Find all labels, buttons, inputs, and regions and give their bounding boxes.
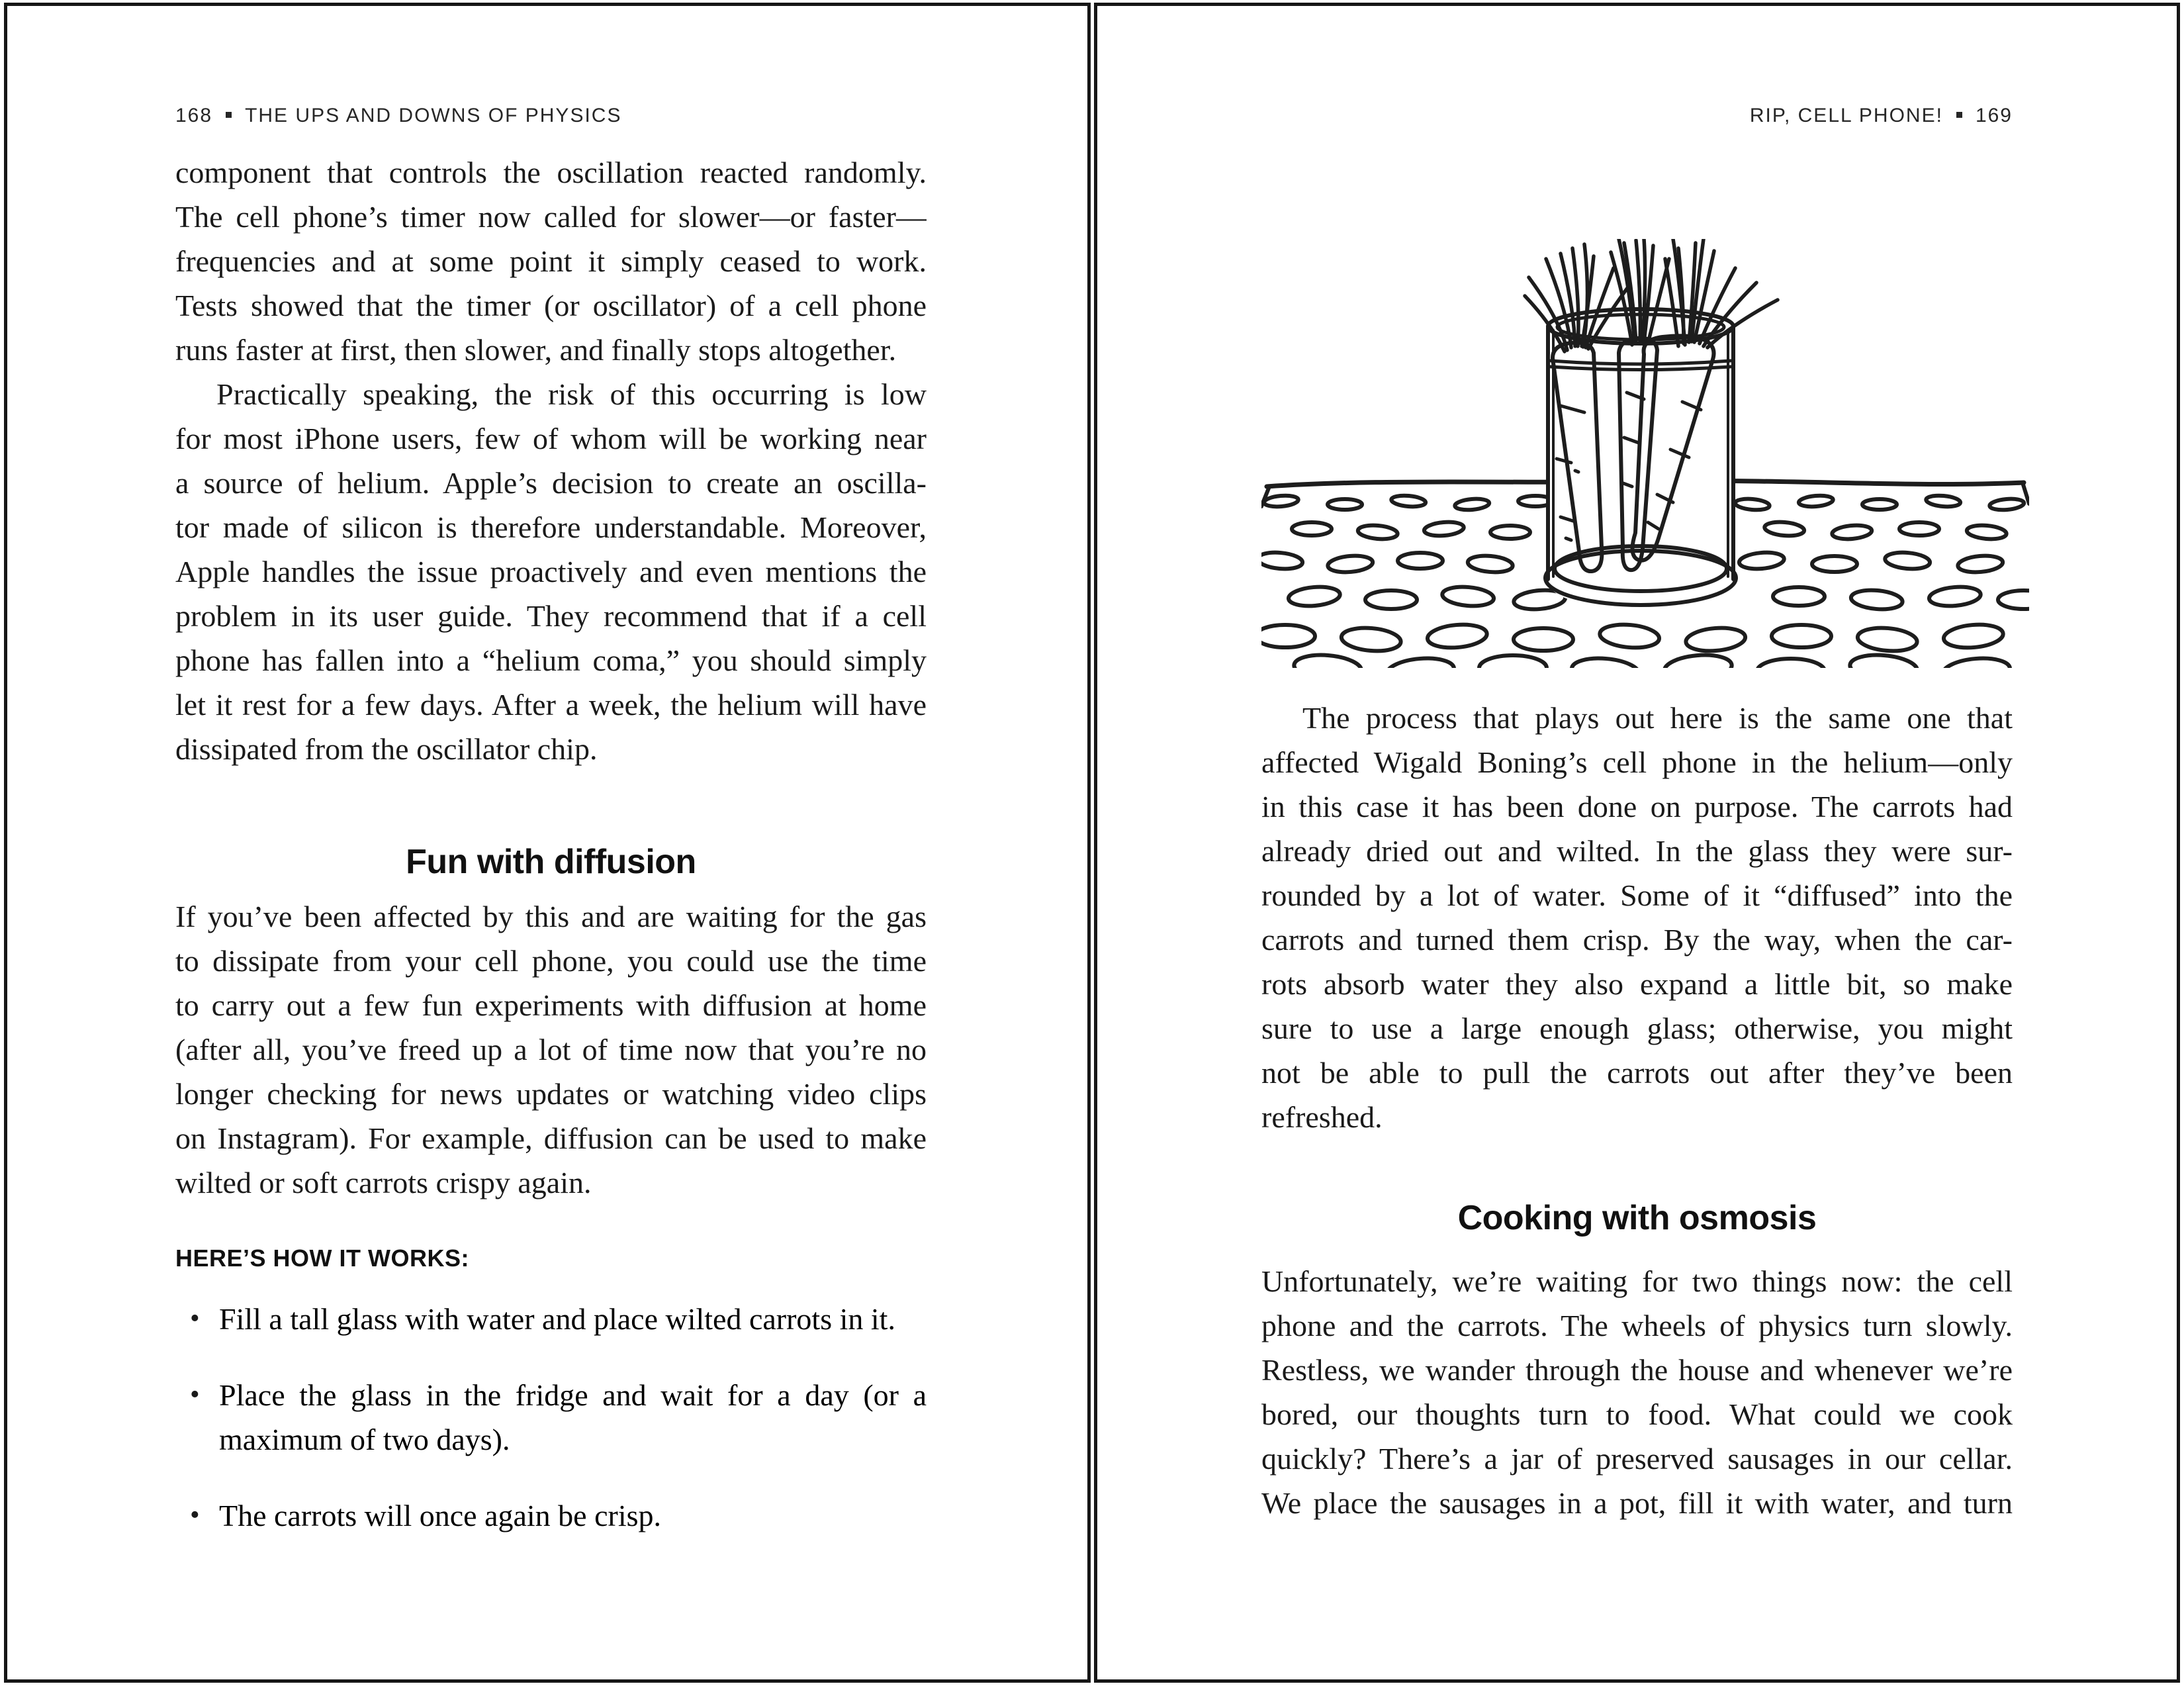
- list-item-text: The carrots will once again be crisp.: [219, 1499, 662, 1532]
- bullet-icon: •: [190, 1500, 200, 1530]
- section-heading-fun-with-diffusion: Fun with diffusion: [406, 843, 696, 881]
- left-page-number: 168: [175, 105, 213, 126]
- right-running-head: [1750, 103, 2013, 129]
- right-page: [1094, 3, 2180, 1683]
- list-item: [175, 1373, 927, 1462]
- left-running-head-title: THE UPS AND DOWNS OF PHYSICS: [245, 105, 622, 126]
- left-page: [4, 3, 1091, 1683]
- right-paragraph-2: Unfortunately, we’re waiting for two things now: the cell phone and the carrots. The wheels of physics turn slowly. Restless, we wander through the house and whenever we’re bored, our thoughts turn to food. What could we cook quickly? There’s a jar of preserved sausages in our cellar. We place the sausages in a pot, fill it with water, and turn: [1261, 1264, 2013, 1520]
- bullet-icon: •: [190, 1380, 200, 1410]
- left-paragraph-2: Practically speaking, the risk of this occurring is low for most iPhone users, few of whom will be working near a source of helium. Apple’s decision to create an oscilla- tor made of silicon is therefore understandable. Moreover, Apple handles the issue proactively and even mentions the problem in its user guide. They recommend that if a cell phone has fallen into a “helium coma,” you should simply let it rest for a few days. After a week, the helium will have dissipated from the oscillator chip.: [175, 377, 927, 766]
- how-it-works-label: HERE’S HOW IT WORKS:: [175, 1244, 469, 1272]
- bullet-icon: •: [190, 1303, 200, 1334]
- list-item-text: Fill a tall glass with water and place wilted carrots in it.: [219, 1302, 895, 1336]
- carrot-greens: [1525, 239, 1778, 352]
- carrots-illustration-svg: [1261, 239, 2029, 668]
- bullet-list: [175, 1297, 927, 1538]
- list-item: [175, 1493, 927, 1538]
- section-heading-cooking-with-osmosis: Cooking with osmosis: [1457, 1199, 1817, 1237]
- right-running-head-title: RIP, CELL PHONE!: [1749, 105, 1943, 126]
- header-separator-dot: [1956, 112, 1962, 118]
- left-paragraph-1: component that controls the oscillation reacted randomly. The cell phone’s timer now called for slower—or faster— frequencies and at some point it simply ceased to work. Tests showed that the timer (or oscillator) of a cell phone runs faster at first, then slower, and finally stops altogether.: [175, 156, 927, 367]
- header-separator-dot: [226, 112, 232, 118]
- list-item-text: Place the glass in the fridge and wait for a day (or a maximum of two days).: [219, 1378, 927, 1456]
- right-page-number: 169: [1975, 105, 2013, 126]
- left-paragraph-3: If you’ve been affected by this and are waiting for the gas to dissipate from your cell phone, you could use the time to carry out a few fun experiments with diffusion at home (after all, you’ve freed up a lot of time now that you’re no longer checking for news updates or watching video clips on Instagram). For example, diffusion can be used to make wilted or soft carrots crispy again.: [175, 900, 927, 1199]
- right-paragraph-1: The process that plays out here is the same one that affected Wigald Boning’s cell phone in the helium—only in this case it has been done on purpose. The carrots had already dried out and wilted. In the glass they were sur- rounded by a lot of water. Some of it “diffused” into the carrots and turned them crisp. By the way, when the car- rots absorb water they also expand a little bit, so make sure to use a large enough glass; otherwise, you might not be able to pull the carrots out after they’ve been refreshed.: [1261, 701, 2013, 1134]
- carrots-in-glass-illustration: [1261, 239, 2029, 668]
- left-running-head: [175, 103, 621, 129]
- list-item: [175, 1297, 927, 1341]
